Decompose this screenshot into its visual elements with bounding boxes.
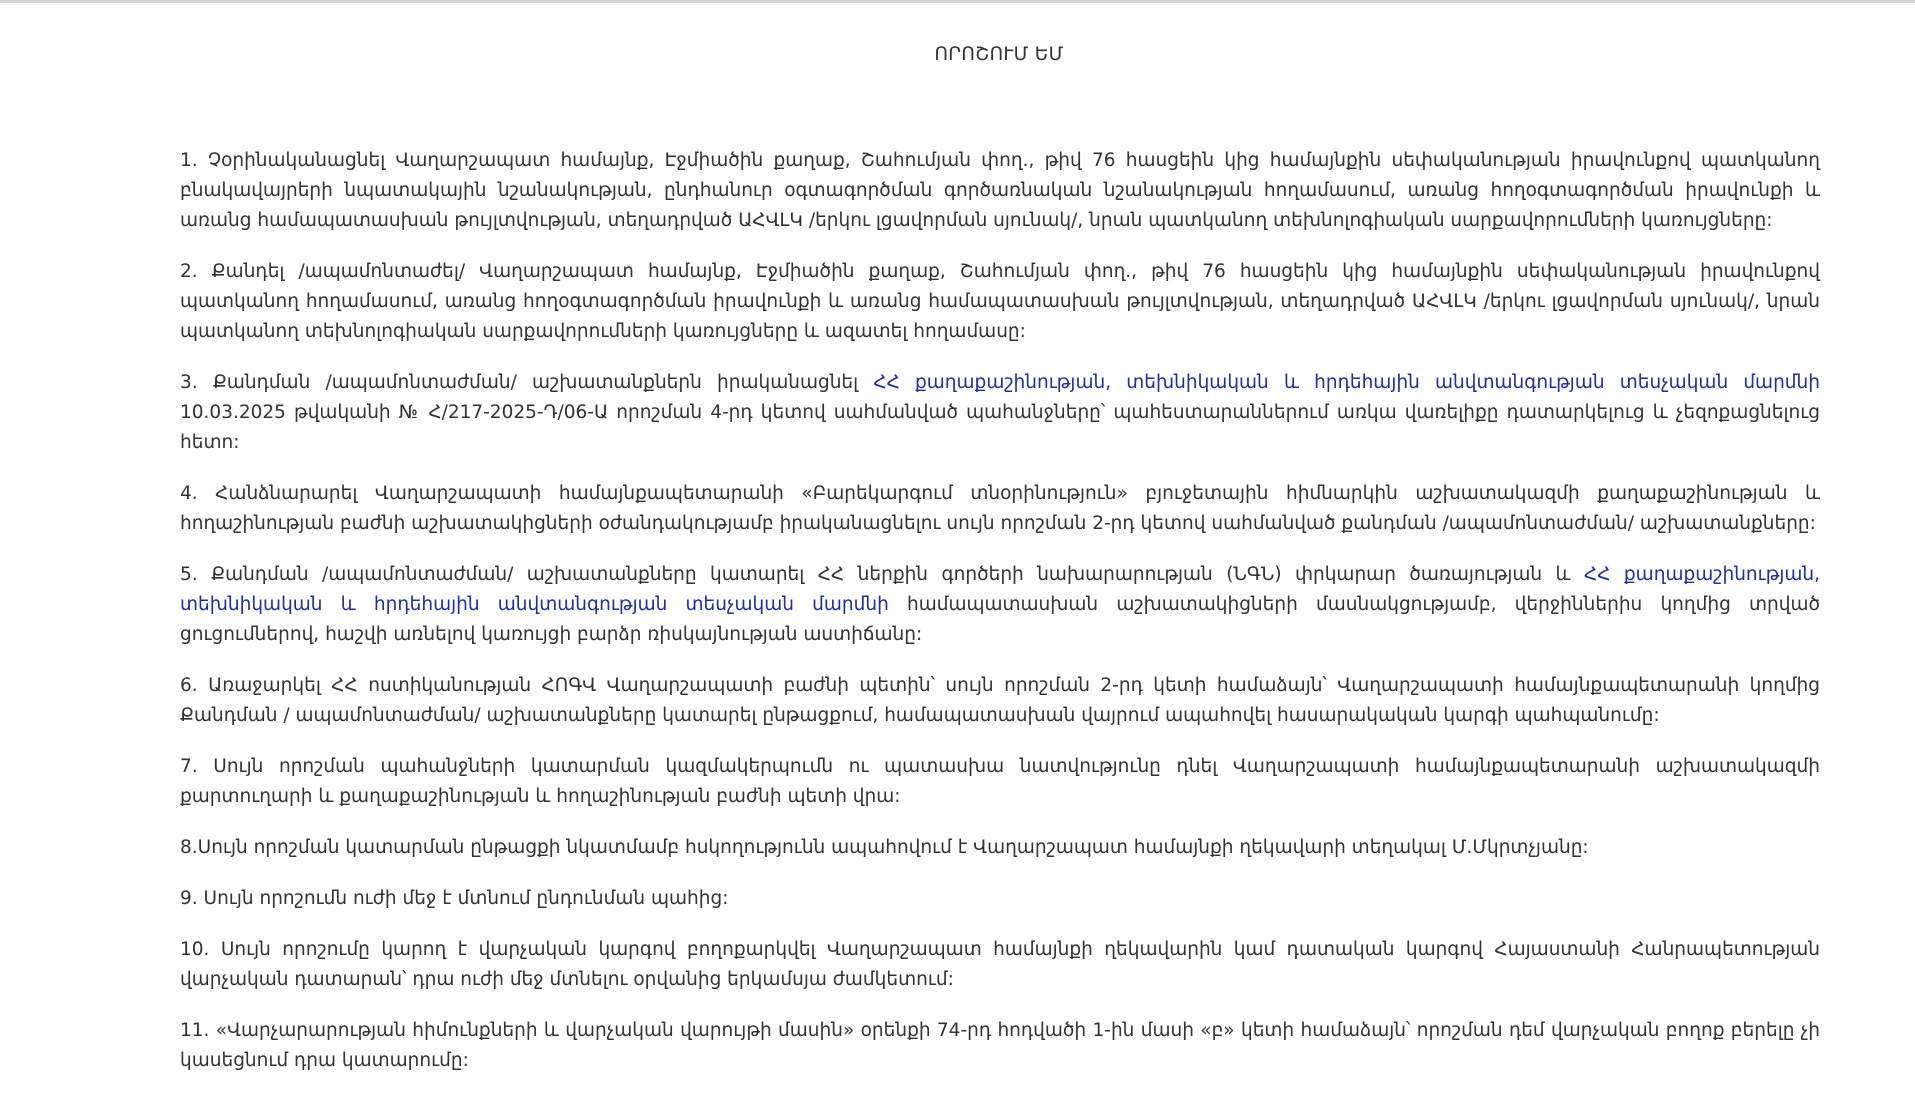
paragraph-text-continued: 10.03.2025 թվականի № Հ/217-2025-Դ/06-Ա որոշման 4-րդ կետով սահմանված պահանջները՝ պահեստարաններում առկա վառելիքը դատարկելուց և չեզոքացնելուց հետո: — [180, 402, 1820, 453]
inspection-body-link[interactable]: ՀՀ քաղաքաշինության, տեխնիկական և հրդեհային անվտանգության տեսչական մարմնի — [873, 372, 1820, 393]
paragraph-text: 7. Սույն որոշման պահանջների կատարման կազմակերպումն ու պատասխա նատվությունը դնել Վաղարշապատի համայնքապետարանի աշխատակազմի քարտուղարի և քաղաքաշինության և հողաշինության բաժնի պետի վրա: — [180, 756, 1820, 807]
decision-body — [180, 146, 1820, 1097]
page-title: ՈՐՈՇՈՒՄ ԵՄ — [934, 44, 1064, 65]
top-border — [0, 0, 1915, 3]
paragraph-text: 10. Սույն որոշումը կարող է վարչական կարգով բողոքարկվել Վաղարշապատ համայնքի ղեկավարին կամ դատական կարգով Հայաստանի Հանրապետության վարչական դատարան՝ դրա ուժի մեջ մտնելու օրվանից երկամսյա ժամկետում: — [180, 939, 1820, 990]
paragraph-2 — [180, 257, 1820, 347]
paragraph-text: 3. Քանդման /ապամոնտաժման/ աշխատանքներն իրականացնել — [180, 372, 874, 393]
paragraph-text: 1. Չօրինականացնել Վաղարշապատ համայնք, Էջմիածին քաղաք, Շահումյան փող., թիվ 76 հասցեին կից համայնքին սեփականության իրավունքով պատկանող բնակավայրերի նպատակային նշանակության, ընդհանուր օգտագործման գործառնական նշանակության հողամասում, առանց հողօգտագործման իրավունքի և առանց համապատասխան թույլտվության, տեղադրված ԱՀՎԼԿ /երկու լցավորման սյունակ/, նրան պատկանող տեխնոլոգիական սարքավորումների կառույցները: — [180, 150, 1820, 231]
paragraph-3 — [180, 368, 1820, 458]
paragraph-10 — [180, 935, 1820, 995]
paragraph-4 — [180, 479, 1820, 539]
paragraph-8 — [180, 833, 1820, 863]
paragraph-text: 8.Սույն որոշման կատարման ընթացքի նկատմամբ հսկողությունն ապահովում է Վաղարշապատ համայնքի ղեկավարի տեղակալ Մ.Մկրտչյանը: — [180, 837, 1589, 858]
paragraph-text: 9. Սույն որոշումն ուժի մեջ է մտնում ընդունման պահից: — [180, 888, 729, 909]
paragraph-11 — [180, 1016, 1820, 1076]
paragraph-text: 5. Քանդման /ապամոնտաժման/ աշխատանքները կատարել ՀՀ ներքին գործերի նախարարության (ՆԳՆ) փրկարար ծառայության և — [180, 564, 1584, 585]
paragraph-6 — [180, 671, 1820, 731]
paragraph-7 — [180, 752, 1820, 812]
paragraph-text-continued: համապատասխան աշխատակիցների մասնակցությամբ, վերջիններիս կողմից տրված ցուցումներով, հաշվի առնելով կառույցի բարձր ռիսկայնության աստիճանը: — [180, 594, 1820, 645]
paragraph-text: 4. Հանձնարարել Վաղարշապատի համայնքապետարանի «Բարեկարգում տնօրինություն» բյուջետային հիմնարկին աշխատակազմի քաղաքաշինության և հողաշինության բաժնի աշխատակիցների օժանդակությամբ իրականացնելու սույն որոշման 2-րդ կետով սահմանված քանդման /ապամոնտաժման/ աշխատանքները: — [180, 483, 1820, 534]
inspection-body-link[interactable]: ՀՀ քաղաքաշինության, տեխնիկական և հրդեհային անվտանգության տեսչական մարմնի — [180, 564, 1820, 615]
paragraph-1 — [180, 146, 1820, 236]
paragraph-5 — [180, 560, 1820, 650]
paragraph-text: 6. Առաջարկել ՀՀ ոստիկանության ՀՈԳՎ Վաղարշապատի բաժնի պետին՝ սույն որոշման 2-րդ կետի համաձայն՝ Վաղարշապատի համայնքապետարանի կողմից Քանդման / ապամոնտաժման/ աշխատանքները կատարել ընթացքում, համապատասխան վայրում ապահովել հասարակական կարգի պահպանումը: — [180, 675, 1820, 726]
paragraph-text: 11. «Վարչարարության հիմունքների և վարչական վարույթի մասին» օրենքի 74-րդ հոդվածի 1-ին մասի «բ» կետի համաձայն՝ որոշման դեմ վարչական բողոք բերելը չի կասեցնում դրա կատարումը: — [180, 1020, 1820, 1071]
paragraph-text: 2. Քանդել /ապամոնտաժել/ Վաղարշապատ համայնք, Էջմիածին քաղաք, Շահումյան փող., թիվ 76 հասցեին կից համայնքին սեփականության իրավունքով պատկանող հողամասում, առանց հողօգտագործման իրավունքի և առանց համապատասխան թույլտվության, տեղադրված ԱՀՎԼԿ /երկու լցավորման սյունակ/, նրան պատկանող տեխնոլոգիական սարքավորումների կառույցները և ազատել հողամասը: — [180, 261, 1820, 342]
paragraph-9 — [180, 884, 1820, 914]
